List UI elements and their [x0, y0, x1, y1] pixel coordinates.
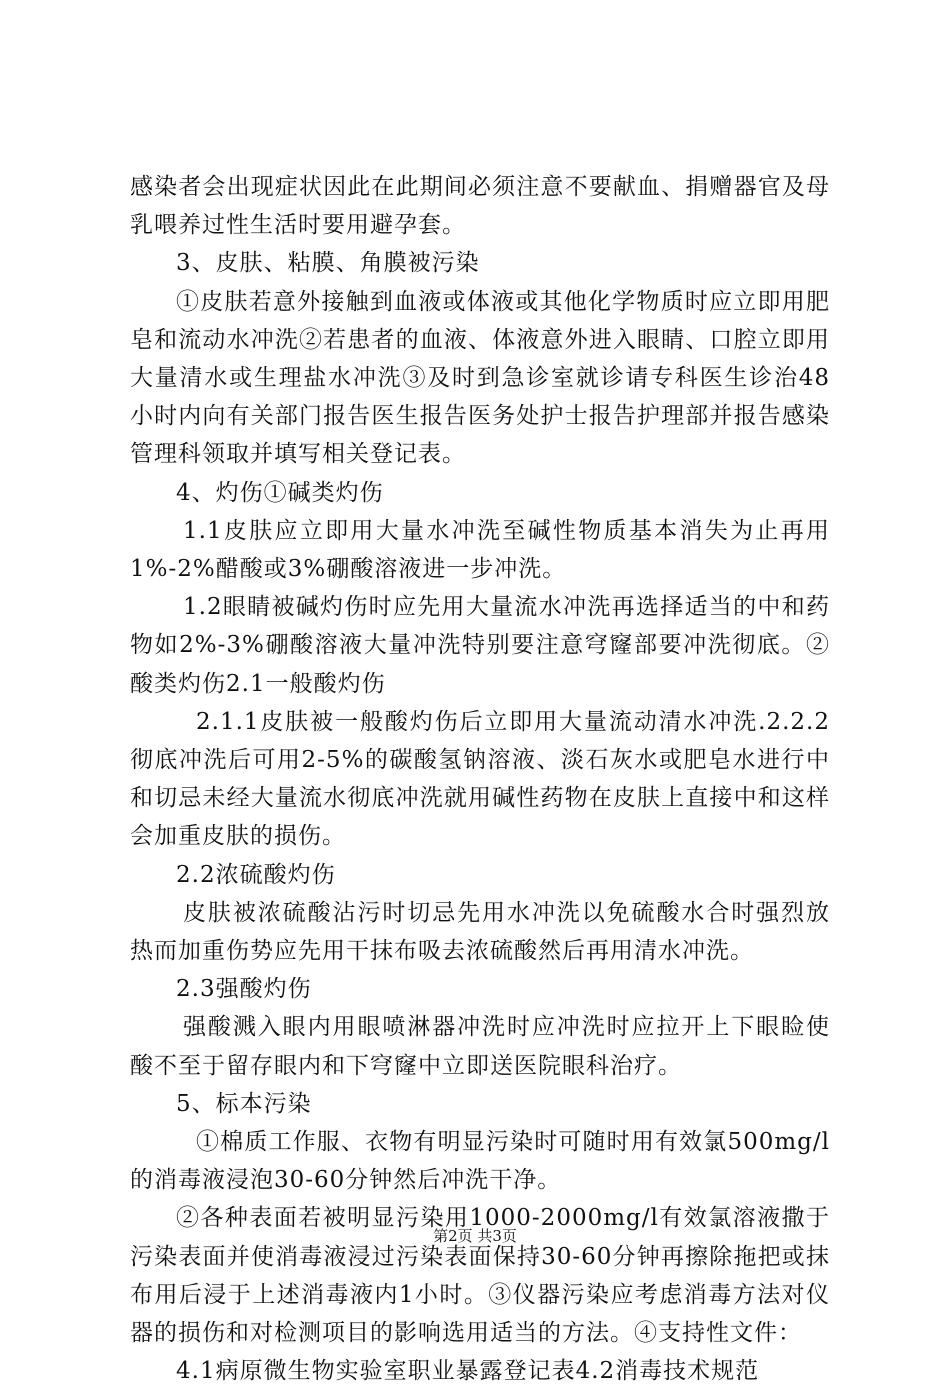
paragraph-alkali-skin: 1.1皮肤应立即用大量水冲洗至碱性物质基本消失为止再用1%-2%醋酸或3%硼酸溶液进一步冲洗。 — [130, 517, 830, 583]
paragraph-supporting-documents: 4.1病原微生物实验室职业暴露登记表4.2消毒技术规范 — [176, 1358, 760, 1385]
page-footer: 第2页 共3页 — [433, 1227, 517, 1245]
heading-burns: 4、灼伤①碱类灼伤 — [176, 479, 384, 506]
heading-sulfuric-acid: 2.2浓硫酸灼伤 — [176, 861, 336, 888]
paragraph-alkali-eye: 1.2眼睛被碱灼伤时应先用大量流水冲洗再选择适当的中和药物如2%-3%硼酸溶液大量冲洗特别要注意穹窿部要冲洗彻底。②酸类灼伤2.1一般酸灼伤 — [130, 594, 830, 697]
paragraph-clothing-contamination: ①棉质工作服、衣物有明显污染时可随时用有效氯500mg/l的消毒液浸泡30-60分钟然后冲洗干净。 — [130, 1129, 830, 1194]
heading-specimen-contamination: 5、标本污染 — [176, 1090, 312, 1117]
paragraph-acid-skin: 2.1.1皮肤被一般酸灼伤后立即用大量流动清水冲洗.2.2.2彻底冲洗后可用2-5%的碳酸氢钠溶液、淡石灰水或肥皂水进行中和切忌未经大量流水彻底冲洗就用碱性药物在皮肤上直接中和这样会加重皮肤的损伤。 — [130, 708, 830, 850]
paragraph-strong-acid: 强酸溅入眼内用眼喷淋器冲洗时应冲洗时应拉开上下眼睑使酸不至于留存眼内和下穹窿中立即送医院眼科治疗。 — [130, 1014, 830, 1079]
paragraph-skin-contact: ①皮肤若意外接触到血液或体液或其他化学物质时应立即用肥皂和流动水冲洗②若患者的血液、体液意外进入眼睛、口腔立即用大量清水或生理盐水冲洗③及时到急诊室就诊请专科医生诊治48小时内向有关部门报告医生报告医务处护士报告护理部并报告感染管理科领取并填写相关登记表。 — [130, 288, 830, 468]
heading-strong-acid: 2.3强酸灼伤 — [176, 976, 312, 1003]
document-body — [130, 168, 830, 1391]
paragraph-sulfuric-acid: 皮肤被浓硫酸沾污时切忌先用水冲洗以免硫酸水合时强烈放热而加重伤势应先用干抹布吸去浓硫酸然后再用清水冲洗。 — [130, 899, 830, 965]
heading-skin-mucosa-contamination: 3、皮肤、粘膜、角膜被污染 — [176, 250, 480, 277]
paragraph-continuation: 感染者会出现症状因此在此期间必须注意不要献血、捐赠器官及母乳喂养过性生活时要用避孕套。 — [130, 174, 830, 239]
paragraph-surface-contamination: ②各种表面若被明显污染用1000-2000mg/l有效氯溶液撒于污染表面并使消毒液浸过污染表面保持30-60分钟再擦除拖把或抹布用后浸于上述消毒液内1小时。③仪器污染应考虑消毒方法对仪器的损伤和对检测项目的影响选用适当的方法。④支持性文件： — [130, 1205, 830, 1347]
